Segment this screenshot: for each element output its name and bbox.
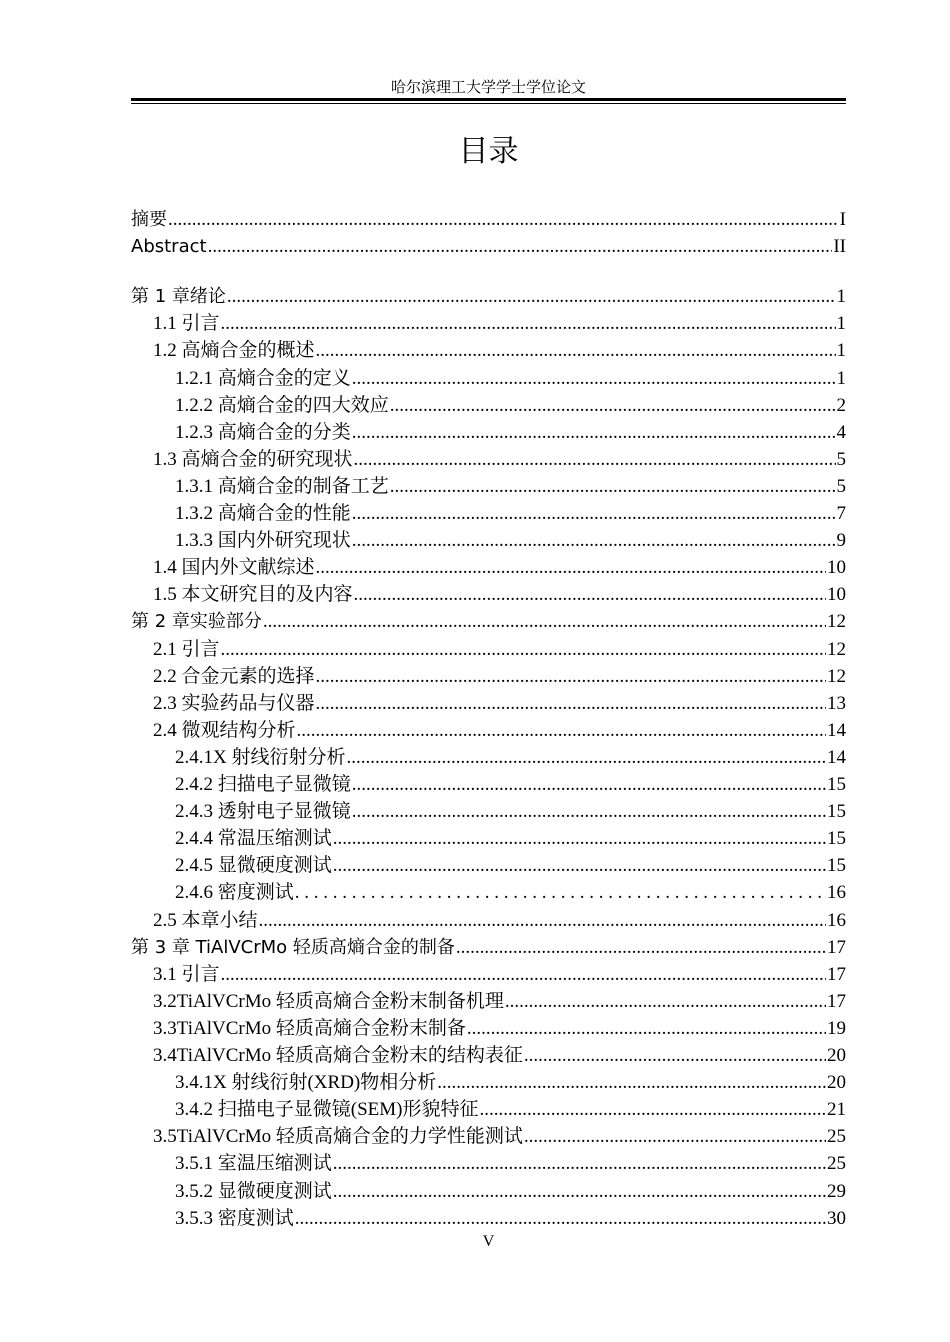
dot-leader xyxy=(295,1205,826,1232)
toc-entry-page: 5 xyxy=(836,448,846,470)
toc-entry-page: 17 xyxy=(827,963,846,985)
toc-entry-label: 2.2 合金元素的选择 xyxy=(153,665,315,687)
toc-entry-page: 10 xyxy=(827,557,846,579)
toc-entry[interactable] xyxy=(131,636,846,663)
toc-entry-page: 1 xyxy=(836,340,846,362)
toc-entry[interactable] xyxy=(131,337,846,364)
toc-entry-page: 4 xyxy=(836,421,846,443)
dot-leader xyxy=(316,554,826,581)
dot-leader xyxy=(333,852,826,879)
toc-entry-page: 16 xyxy=(827,909,846,931)
dot-leader xyxy=(333,1178,826,1205)
toc-entry[interactable] xyxy=(131,717,846,744)
dot-leader xyxy=(316,690,826,717)
toc-entry-page: 15 xyxy=(827,801,846,823)
dot-leader xyxy=(333,825,826,852)
toc-entry-label: 2.4 微观结构分析 xyxy=(153,719,296,741)
toc-entry[interactable] xyxy=(131,1205,846,1232)
dot-leader xyxy=(297,717,826,744)
dot-leader xyxy=(221,961,826,988)
toc-entry[interactable] xyxy=(131,934,846,961)
toc-entry-label: 2.4.4 常温压缩测试 xyxy=(175,828,332,850)
toc-entry-page: 1 xyxy=(836,367,846,389)
toc-entry[interactable] xyxy=(131,473,846,500)
toc-entry-page: 12 xyxy=(827,611,846,633)
toc-entry[interactable] xyxy=(131,1178,846,1205)
toc-entry-page: 12 xyxy=(827,638,846,660)
toc-entry-label: 3.3TiAlVCrMo 轻质高熵合金粉末制备 xyxy=(153,1017,466,1039)
toc-entry-label: 3.2TiAlVCrMo 轻质高熵合金粉末制备机理 xyxy=(153,990,504,1012)
running-header: 哈尔滨理工大学学士学位论文 xyxy=(390,80,586,96)
toc-entry-page: 30 xyxy=(827,1207,846,1229)
toc-entry-label: 3.1 引言 xyxy=(153,963,220,985)
toc-entry-label: 摘要 xyxy=(131,209,167,230)
dot-leader xyxy=(390,392,836,419)
toc-entry-label: 2.4.2 扫描电子显微镜 xyxy=(175,774,351,795)
toc-entry-page: 16 xyxy=(827,882,846,904)
toc-entry-label: 2.4.6 密度测试 xyxy=(175,882,294,904)
toc-entry-label: 3.4.2 扫描电子显微镜(SEM)形貌特征 xyxy=(175,1099,479,1121)
toc-entry-page: II xyxy=(833,236,846,258)
toc-entry-page: 7 xyxy=(836,503,846,524)
dot-leader xyxy=(221,636,826,663)
toc-entry-label: 1.3 高熵合金的研究现状 xyxy=(153,448,353,470)
toc-entry-page: 10 xyxy=(827,584,846,606)
toc-entry-page: 1 xyxy=(836,313,846,335)
toc-entry[interactable] xyxy=(131,1150,846,1177)
toc-entry-page: 29 xyxy=(827,1180,846,1202)
toc-entry-label: 2.4.3 透射电子显微镜 xyxy=(175,801,351,823)
toc-entry[interactable] xyxy=(131,206,846,233)
dot-leader xyxy=(437,1069,826,1096)
toc-entry[interactable] xyxy=(131,852,846,879)
toc-entry-page: 15 xyxy=(827,855,846,877)
page-title: 目录 xyxy=(458,134,519,169)
toc-entry-label: 3.4TiAlVCrMo 轻质高熵合金粉末的结构表征 xyxy=(153,1045,523,1066)
toc-entry[interactable] xyxy=(131,283,846,310)
dot-leader xyxy=(346,744,826,771)
toc-entry-page: 2 xyxy=(836,394,846,416)
dot-leader xyxy=(352,419,836,446)
toc-entry-label: 3.5.3 密度测试 xyxy=(175,1207,294,1229)
toc-entry-label: Abstract xyxy=(131,236,207,258)
toc-entry-page: 17 xyxy=(827,990,846,1012)
toc-entry-page: 9 xyxy=(836,530,846,552)
toc-entry[interactable] xyxy=(131,744,846,771)
toc-entry[interactable] xyxy=(131,419,846,446)
toc-entry[interactable] xyxy=(131,690,846,717)
header-rule-thin xyxy=(131,103,846,104)
toc-entry-page: 21 xyxy=(827,1099,846,1121)
toc-entry-page: 20 xyxy=(827,1072,846,1094)
toc-entry[interactable] xyxy=(131,581,846,608)
dot-leader xyxy=(456,934,826,961)
toc-entry[interactable] xyxy=(131,825,846,852)
toc-entry-page: 1 xyxy=(836,286,846,308)
toc-entry-label: 2.3 实验药品与仪器 xyxy=(153,692,315,714)
dot-leader xyxy=(227,283,836,310)
toc-entry[interactable] xyxy=(131,1096,846,1123)
toc-entry[interactable] xyxy=(131,608,846,635)
dot-leader xyxy=(316,337,836,364)
toc-entry[interactable] xyxy=(131,1069,846,1096)
toc-entry[interactable] xyxy=(131,879,846,906)
toc-entry[interactable] xyxy=(131,1123,846,1150)
toc-entry-label: 1.4 国内外文献综述 xyxy=(153,557,315,579)
toc-entry-label: 1.2 高熵合金的概述 xyxy=(153,340,315,362)
toc-entry-label: 1.2.3 高熵合金的分类 xyxy=(175,421,351,443)
toc-entry[interactable] xyxy=(131,527,846,554)
toc-entry-label: 3.5.2 显微硬度测试 xyxy=(175,1180,332,1202)
toc-entry-label: 3.5TiAlVCrMo 轻质高熵合金的力学性能测试 xyxy=(153,1126,523,1148)
toc-entry-label: 1.3.2 高熵合金的性能 xyxy=(175,503,351,524)
toc-entry-page: 17 xyxy=(827,936,846,958)
toc-entry-label: 1.2.1 高熵合金的定义 xyxy=(175,367,351,389)
dot-leader xyxy=(221,310,836,337)
dot-leader xyxy=(467,1015,826,1042)
toc-entry-page: 12 xyxy=(827,665,846,687)
toc-entry-label: 1.3.1 高熵合金的制备工艺 xyxy=(175,475,389,497)
dot-leader xyxy=(524,1123,826,1150)
toc-entry[interactable] xyxy=(131,988,846,1015)
toc-entry-label: 3.4.1X 射线衍射(XRD)物相分析 xyxy=(175,1072,437,1094)
toc-entry-label: 第 1 章绪论 xyxy=(131,286,226,308)
toc-entry[interactable] xyxy=(131,771,846,798)
dot-leader xyxy=(390,473,836,500)
dot-leader xyxy=(208,233,833,260)
dot-leader xyxy=(333,1150,826,1177)
dot-leader xyxy=(352,771,826,798)
dot-leader xyxy=(259,907,826,934)
toc-entry-page: I xyxy=(839,209,846,230)
toc-entry[interactable] xyxy=(131,310,846,337)
dot-leader xyxy=(524,1042,826,1069)
toc-entry-page: 25 xyxy=(827,1153,846,1175)
toc-entry-page: 14 xyxy=(827,746,846,768)
dot-leader xyxy=(354,581,826,608)
toc-entry-label: 1.2.2 高熵合金的四大效应 xyxy=(175,394,389,416)
toc-entry-label: 第 2 章实验部分 xyxy=(131,611,262,633)
header-rule-thick xyxy=(131,98,846,101)
toc-entry-page: 19 xyxy=(827,1017,846,1039)
toc-entry-label: 第 3 章 TiAlVCrMo 轻质高熵合金的制备 xyxy=(131,936,455,958)
toc-entry[interactable] xyxy=(131,392,846,419)
dot-leader xyxy=(263,608,826,635)
dot-leader xyxy=(316,663,826,690)
toc-entry[interactable] xyxy=(131,365,846,392)
toc-entry-label: 1.3.3 国内外研究现状 xyxy=(175,530,351,552)
toc-entry-page: 15 xyxy=(827,828,846,850)
toc-entry-page: 5 xyxy=(836,475,846,497)
page-number: V xyxy=(482,1233,495,1250)
toc-entry-label: 2.4.5 显微硬度测试 xyxy=(175,855,332,877)
dot-leader xyxy=(168,206,839,233)
toc-entry[interactable] xyxy=(131,233,846,260)
dot-leader xyxy=(352,365,836,392)
toc-entry-page: 15 xyxy=(827,774,846,795)
toc-entry-label: 1.5 本文研究目的及内容 xyxy=(153,584,353,606)
toc-entry[interactable] xyxy=(131,1042,846,1069)
toc-entry[interactable] xyxy=(131,663,846,690)
toc-entry-page: 14 xyxy=(827,719,846,741)
toc-entry[interactable] xyxy=(131,798,846,825)
toc-entry[interactable] xyxy=(131,1015,846,1042)
dot-leader xyxy=(295,879,826,906)
toc-entry-label: 1.1 引言 xyxy=(153,313,220,335)
toc-entry-label: 2.4.1X 射线衍射分析 xyxy=(175,746,346,768)
toc-entry[interactable] xyxy=(131,500,846,527)
toc-entry[interactable] xyxy=(131,907,846,934)
dot-leader xyxy=(352,798,826,825)
toc-entry-page: 13 xyxy=(827,692,846,714)
dot-leader xyxy=(354,446,836,473)
toc-entry-label: 3.5.1 室温压缩测试 xyxy=(175,1153,332,1175)
dot-leader xyxy=(505,988,826,1015)
toc-entry[interactable] xyxy=(131,961,846,988)
toc-entry-page: 25 xyxy=(827,1126,846,1148)
dot-leader xyxy=(479,1096,826,1123)
dot-leader xyxy=(352,500,836,527)
toc-entry-label: 2.1 引言 xyxy=(153,638,220,660)
toc-entry-label: 2.5 本章小结 xyxy=(153,909,258,931)
toc-entry-page: 20 xyxy=(827,1045,846,1066)
toc-entry[interactable] xyxy=(131,446,846,473)
toc-entry[interactable] xyxy=(131,554,846,581)
dot-leader xyxy=(352,527,836,554)
